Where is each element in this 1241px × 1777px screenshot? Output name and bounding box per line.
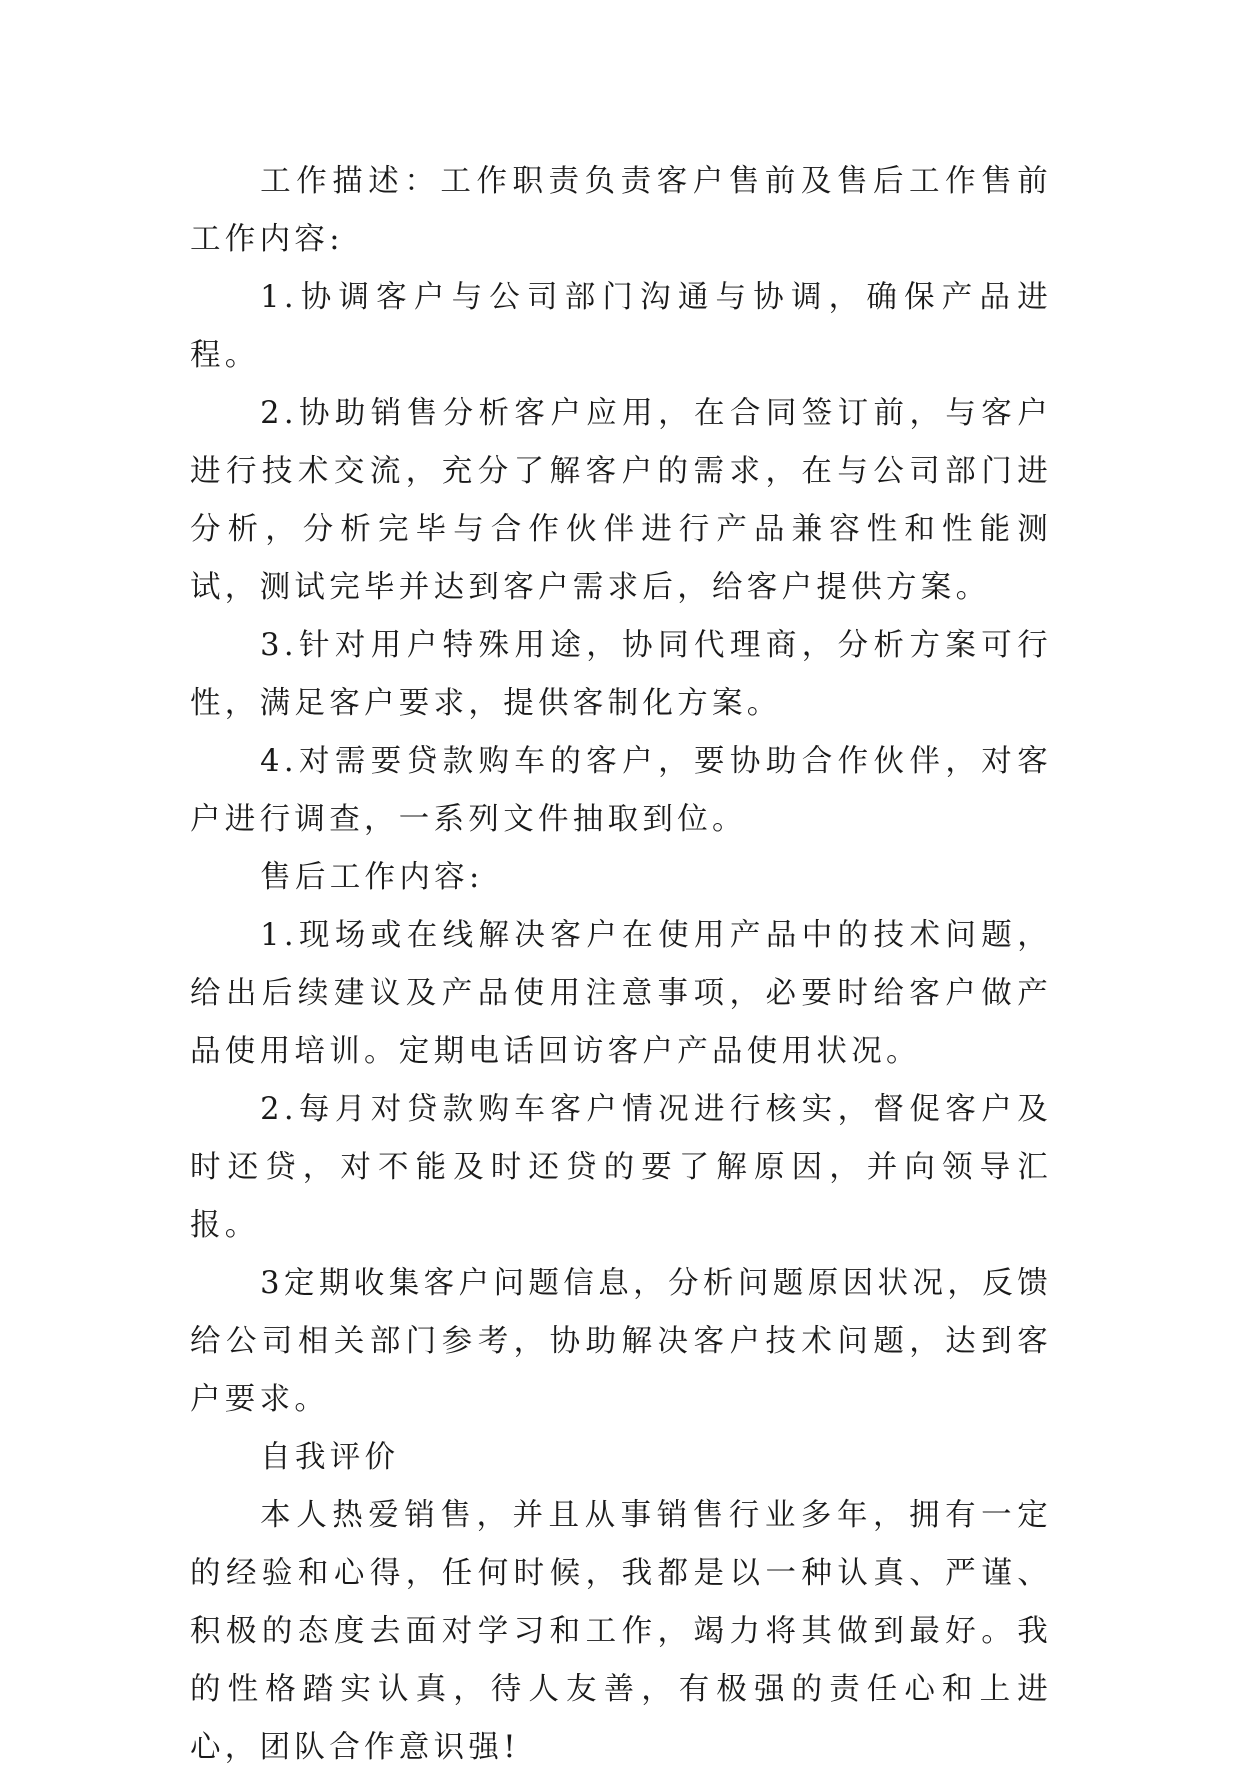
job-description-heading: 工作描述：工作职责负责客户售前及售后工作售前工作内容: (190, 164, 1052, 257)
aftersale-item-3: 3定期收集客户问题信息，分析问题原因状况，反馈给公司相关部门参考，协助解决客户技术问题，达到客户要求。 (190, 1266, 1052, 1417)
self-evaluation-text: 本人热爱销售，并且从事销售行业多年，拥有一定的经验和心得，任何时候，我都是以一种认真、严谨、积极的态度去面对学习和工作，竭力将其做到最好。我的性格踏实认真，待人友善，有极强的责任心和上进心，团队合作意识强! (190, 1498, 1052, 1765)
aftersale-heading: 售后工作内容: (260, 860, 484, 895)
presale-item-4: 4.对需要贷款购车的客户，要协助合作伙伴，对客户进行调查，一系列文件抽取到位。 (190, 744, 1052, 837)
aftersale-item-2: 2.每月对贷款购车客户情况进行核实，督促客户及时还贷，对不能及时还贷的要了解原因，并向领导汇报。 (190, 1092, 1052, 1243)
presale-item-2: 2.协助销售分析客户应用，在合同签订前，与客户进行技术交流，充分了解客户的需求，在与公司部门进分析，分析完毕与合作伙伴进行产品兼容性和性能测试，测试完毕并达到客户需求后，给客户提供方案。 (190, 396, 1052, 605)
presale-item-3: 3.针对用户特殊用途，协同代理商，分析方案可行性，满足客户要求，提供客制化方案。 (190, 628, 1052, 721)
presale-item-1: 1.协调客户与公司部门沟通与协调，确保产品进程。 (190, 280, 1052, 373)
aftersale-item-1: 1.现场或在线解决客户在使用产品中的技术问题，给出后续建议及产品使用注意事项，必要时给客户做产品使用培训。定期电话回访客户产品使用状况。 (190, 918, 1052, 1069)
self-evaluation-heading: 自我评价 (260, 1440, 400, 1475)
document-body (190, 153, 1052, 1777)
